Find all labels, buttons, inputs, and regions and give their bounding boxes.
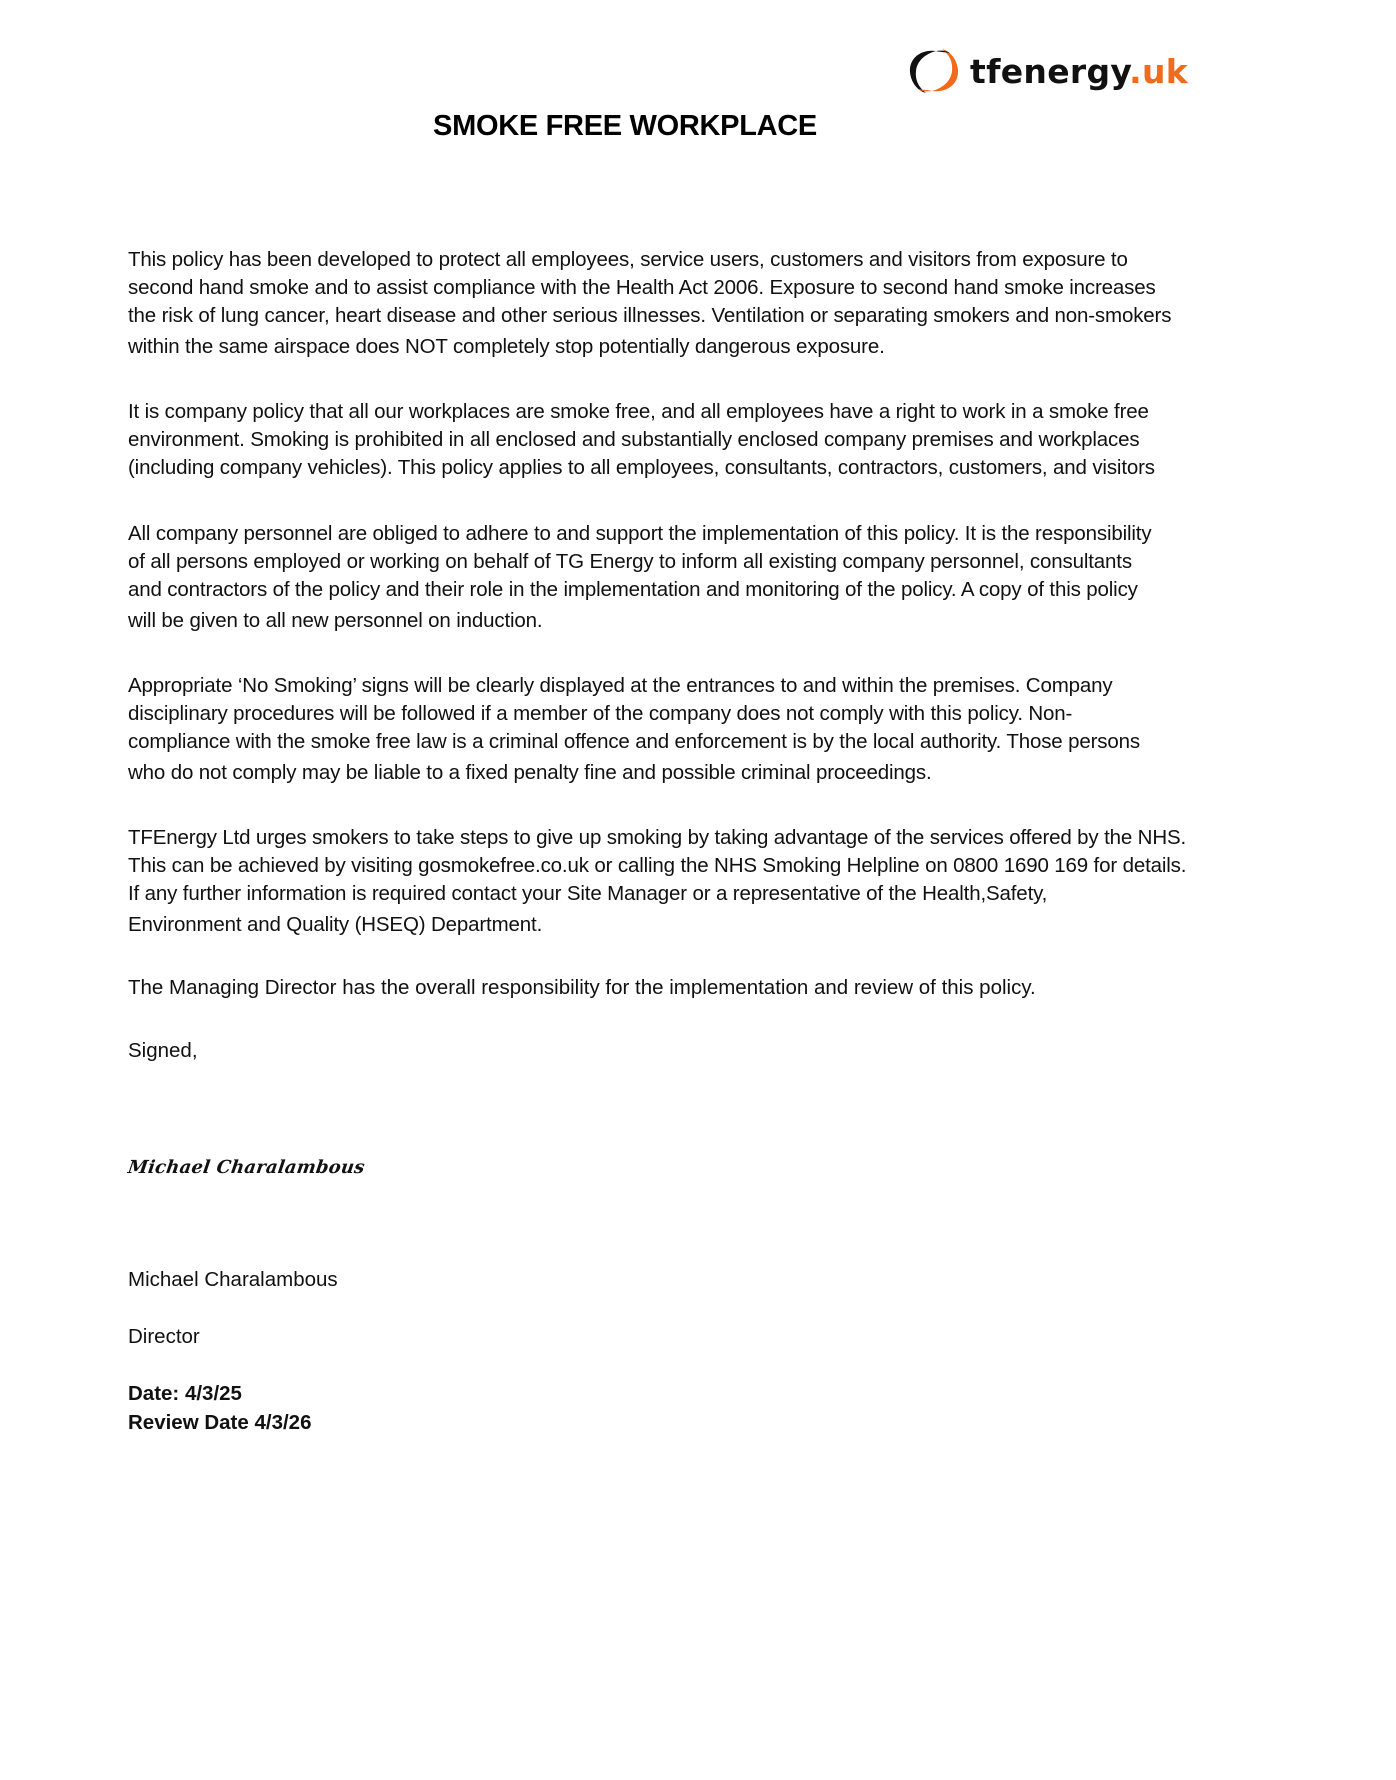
signed-label: Signed, <box>128 1039 198 1062</box>
text-line: Appropriate ‘No Smoking’ signs will be clearly displayed at the entrances to and within the premises. Company <box>128 674 1113 697</box>
text-line: compliance with the smoke free law is a criminal offence and enforcement is by the local authority. Those persons <box>128 730 1140 753</box>
text-line: All company personnel are obliged to adhere to and support the implementation of this policy. It is the responsibility <box>128 522 1152 545</box>
text-line: within the same airspace does NOT completely stop potentially dangerous exposure. <box>128 335 885 358</box>
tfenergy-swirl-logo-icon <box>906 47 962 95</box>
paragraph-responsibilities <box>128 520 1278 635</box>
text-line: second hand smoke and to assist compliance with the Health Act 2006. Exposure to second hand smoke increases <box>128 276 1156 299</box>
page-title: SMOKE FREE WORKPLACE <box>433 110 817 142</box>
review-date: Review Date 4/3/26 <box>128 1411 312 1434</box>
signatory-role: Director <box>128 1325 200 1348</box>
logo-wordmark <box>970 52 1188 91</box>
text-line: TFEnergy Ltd urges smokers to take steps to give up smoking by taking advantage of the services offered by the NHS. <box>128 826 1187 849</box>
company-logo <box>906 44 1188 98</box>
paragraph-policy <box>128 398 1278 482</box>
text-line: If any further information is required contact your Site Manager or a representative of the Health,Safety, <box>128 882 1048 905</box>
paragraph-signage-enforcement <box>128 672 1278 787</box>
paragraph-purpose <box>128 246 1278 361</box>
text-line: (including company vehicles). This policy applies to all employees, consultants, contractors, customers, and visitors <box>128 456 1155 479</box>
text-line: will be given to all new personnel on induction. <box>128 609 543 632</box>
logo-name: tfenergy <box>970 51 1130 91</box>
text-line: disciplinary procedures will be followed if a member of the company does not comply with this policy. Non- <box>128 702 1073 725</box>
logo-tld: .uk <box>1129 51 1189 91</box>
signature: Michael Charalambous <box>126 1157 367 1178</box>
paragraph-support <box>128 824 1278 939</box>
signatory-name: Michael Charalambous <box>128 1268 338 1291</box>
text-line: This policy has been developed to protect all employees, service users, customers and visitors from exposure to <box>128 248 1128 271</box>
text-line: who do not comply may be liable to a fixed penalty fine and possible criminal proceedings. <box>128 761 932 784</box>
policy-date: Date: 4/3/25 <box>128 1382 242 1405</box>
text-line: Environment and Quality (HSEQ) Department. <box>128 913 543 936</box>
text-line: It is company policy that all our workplaces are smoke free, and all employees have a right to work in a smoke free <box>128 400 1149 423</box>
text-line: This can be achieved by visiting gosmokefree.co.uk or calling the NHS Smoking Helpline on 0800 1690 169 for details. <box>128 854 1187 877</box>
responsibility-statement: The Managing Director has the overall responsibility for the implementation and review of this policy. <box>128 976 1036 999</box>
text-line: the risk of lung cancer, heart disease and other serious illnesses. Ventilation or separating smokers and non-smokers <box>128 304 1172 327</box>
text-line: environment. Smoking is prohibited in all enclosed and substantially enclosed company premises and workplaces <box>128 428 1140 451</box>
text-line: of all persons employed or working on behalf of TG Energy to inform all existing company personnel, consultants <box>128 550 1132 573</box>
text-line: and contractors of the policy and their role in the implementation and monitoring of the policy. A copy of this policy <box>128 578 1138 601</box>
